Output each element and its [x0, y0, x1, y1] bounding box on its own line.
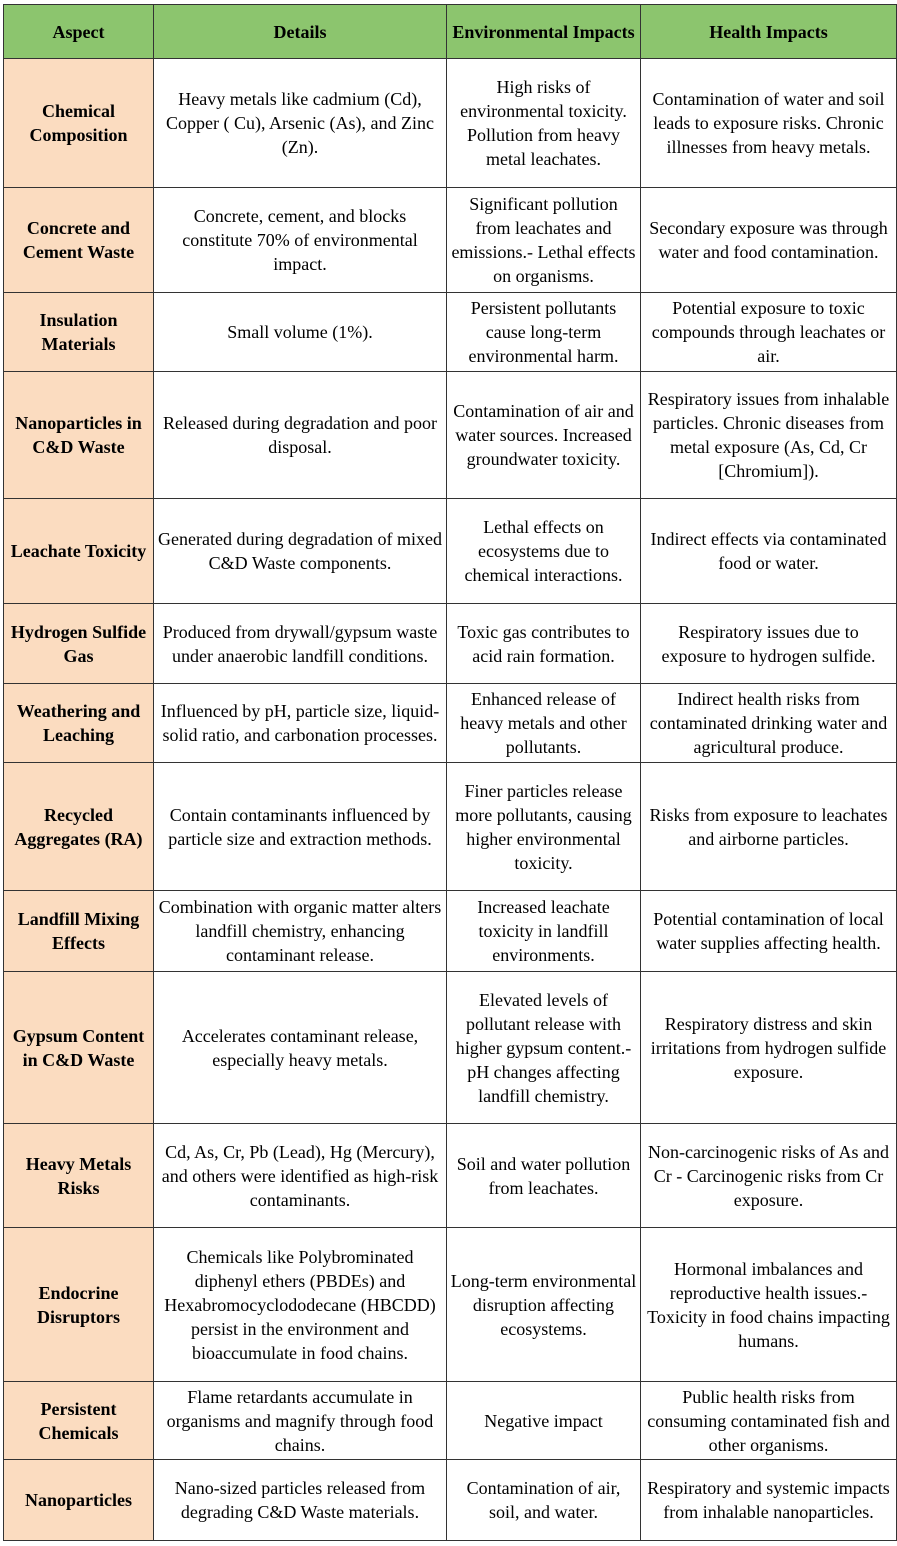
table-body	[4, 59, 897, 1541]
aspect-cell: Concrete and Cement Waste	[4, 188, 154, 293]
impacts-table	[3, 4, 897, 1541]
health-impacts-cell: Respiratory issues due to exposure to hydrogen sulfide.	[641, 604, 897, 684]
table-row	[4, 188, 897, 293]
table-row	[4, 1460, 897, 1541]
details-cell: Chemicals like Polybrominated diphenyl ethers (PBDEs) and Hexabromocyclododecane (HBCDD) persist in the environment and bioaccumulate in food chains.	[154, 1228, 447, 1382]
details-cell: Small volume (1%).	[154, 293, 447, 372]
health-impacts-cell: Hormonal imbalances and reproductive health issues.- Toxicity in food chains impacting humans.	[641, 1228, 897, 1382]
aspect-cell: Gypsum Content in C&D Waste	[4, 972, 154, 1124]
health-impacts-cell: Potential exposure to toxic compounds through leachates or air.	[641, 293, 897, 372]
details-cell: Flame retardants accumulate in organisms and magnify through food chains.	[154, 1382, 447, 1460]
environmental-impacts-cell: Contamination of air, soil, and water.	[447, 1460, 641, 1541]
table-row	[4, 891, 897, 972]
details-cell: Combination with organic matter alters landfill chemistry, enhancing contaminant release.	[154, 891, 447, 972]
environmental-impacts-cell: Elevated levels of pollutant release with higher gypsum content.- pH changes affecting landfill chemistry.	[447, 972, 641, 1124]
health-impacts-cell: Indirect effects via contaminated food or water.	[641, 499, 897, 604]
aspect-cell: Hydrogen Sulfide Gas	[4, 604, 154, 684]
health-impacts-cell: Potential contamination of local water supplies affecting health.	[641, 891, 897, 972]
table-row	[4, 684, 897, 763]
table-row	[4, 372, 897, 499]
environmental-impacts-cell: Soil and water pollution from leachates.	[447, 1124, 641, 1228]
health-impacts-cell: Non-carcinogenic risks of As and Cr - Carcinogenic risks from Cr exposure.	[641, 1124, 897, 1228]
table-row	[4, 972, 897, 1124]
health-impacts-cell: Respiratory distress and skin irritations from hydrogen sulfide exposure.	[641, 972, 897, 1124]
header-details: Details	[154, 5, 447, 59]
table-row	[4, 499, 897, 604]
aspect-cell: Recycled Aggregates (RA)	[4, 763, 154, 891]
header-health-impacts: Health Impacts	[641, 5, 897, 59]
aspect-cell: Insulation Materials	[4, 293, 154, 372]
health-impacts-cell: Risks from exposure to leachates and airborne particles.	[641, 763, 897, 891]
health-impacts-cell: Secondary exposure was through water and food contamination.	[641, 188, 897, 293]
table-row	[4, 1124, 897, 1228]
environmental-impacts-cell: Finer particles release more pollutants, causing higher environmental toxicity.	[447, 763, 641, 891]
environmental-impacts-cell: Toxic gas contributes to acid rain formation.	[447, 604, 641, 684]
environmental-impacts-cell: Negative impact	[447, 1382, 641, 1460]
aspect-cell: Heavy Metals Risks	[4, 1124, 154, 1228]
header-row	[4, 5, 897, 59]
details-cell: Released during degradation and poor disposal.	[154, 372, 447, 499]
aspect-cell: Landfill Mixing Effects	[4, 891, 154, 972]
header-aspect: Aspect	[4, 5, 154, 59]
details-cell: Cd, As, Cr, Pb (Lead), Hg (Mercury), and others were identified as high-risk contaminants.	[154, 1124, 447, 1228]
details-cell: Accelerates contaminant release, especially heavy metals.	[154, 972, 447, 1124]
aspect-cell: Persistent Chemicals	[4, 1382, 154, 1460]
health-impacts-cell: Respiratory and systemic impacts from inhalable nanoparticles.	[641, 1460, 897, 1541]
details-cell: Produced from drywall/gypsum waste under anaerobic landfill conditions.	[154, 604, 447, 684]
environmental-impacts-cell: Significant pollution from leachates and emissions.- Lethal effects on organisms.	[447, 188, 641, 293]
environmental-impacts-cell: Persistent pollutants cause long-term environmental harm.	[447, 293, 641, 372]
aspect-cell: Nanoparticles in C&D Waste	[4, 372, 154, 499]
health-impacts-cell: Respiratory issues from inhalable particles. Chronic diseases from metal exposure (As, Cd, Cr [Chromium]).	[641, 372, 897, 499]
environmental-impacts-cell: Lethal effects on ecosystems due to chemical interactions.	[447, 499, 641, 604]
environmental-impacts-cell: Increased leachate toxicity in landfill environments.	[447, 891, 641, 972]
details-cell: Heavy metals like cadmium (Cd), Copper ( Cu), Arsenic (As), and Zinc (Zn).	[154, 59, 447, 188]
table-row	[4, 1228, 897, 1382]
table-row	[4, 763, 897, 891]
environmental-impacts-cell: Long-term environmental disruption affecting ecosystems.	[447, 1228, 641, 1382]
table-row	[4, 59, 897, 188]
details-cell: Contain contaminants influenced by particle size and extraction methods.	[154, 763, 447, 891]
details-cell: Concrete, cement, and blocks constitute 70% of environmental impact.	[154, 188, 447, 293]
environmental-impacts-cell: High risks of environmental toxicity. Pollution from heavy metal leachates.	[447, 59, 641, 188]
header-environmental-impacts: Environmental Impacts	[447, 5, 641, 59]
table-row	[4, 604, 897, 684]
details-cell: Generated during degradation of mixed C&D Waste components.	[154, 499, 447, 604]
health-impacts-cell: Public health risks from consuming contaminated fish and other organisms.	[641, 1382, 897, 1460]
health-impacts-cell: Indirect health risks from contaminated drinking water and agricultural produce.	[641, 684, 897, 763]
aspect-cell: Endocrine Disruptors	[4, 1228, 154, 1382]
table-row	[4, 1382, 897, 1460]
aspect-cell: Nanoparticles	[4, 1460, 154, 1541]
table-row	[4, 293, 897, 372]
details-cell: Nano-sized particles released from degrading C&D Waste materials.	[154, 1460, 447, 1541]
environmental-impacts-cell: Contamination of air and water sources. Increased groundwater toxicity.	[447, 372, 641, 499]
environmental-impacts-cell: Enhanced release of heavy metals and other pollutants.	[447, 684, 641, 763]
aspect-cell: Weathering and Leaching	[4, 684, 154, 763]
health-impacts-cell: Contamination of water and soil leads to exposure risks. Chronic illnesses from heavy metals.	[641, 59, 897, 188]
aspect-cell: Chemical Composition	[4, 59, 154, 188]
details-cell: Influenced by pH, particle size, liquid-solid ratio, and carbonation processes.	[154, 684, 447, 763]
aspect-cell: Leachate Toxicity	[4, 499, 154, 604]
table-header	[4, 5, 897, 59]
